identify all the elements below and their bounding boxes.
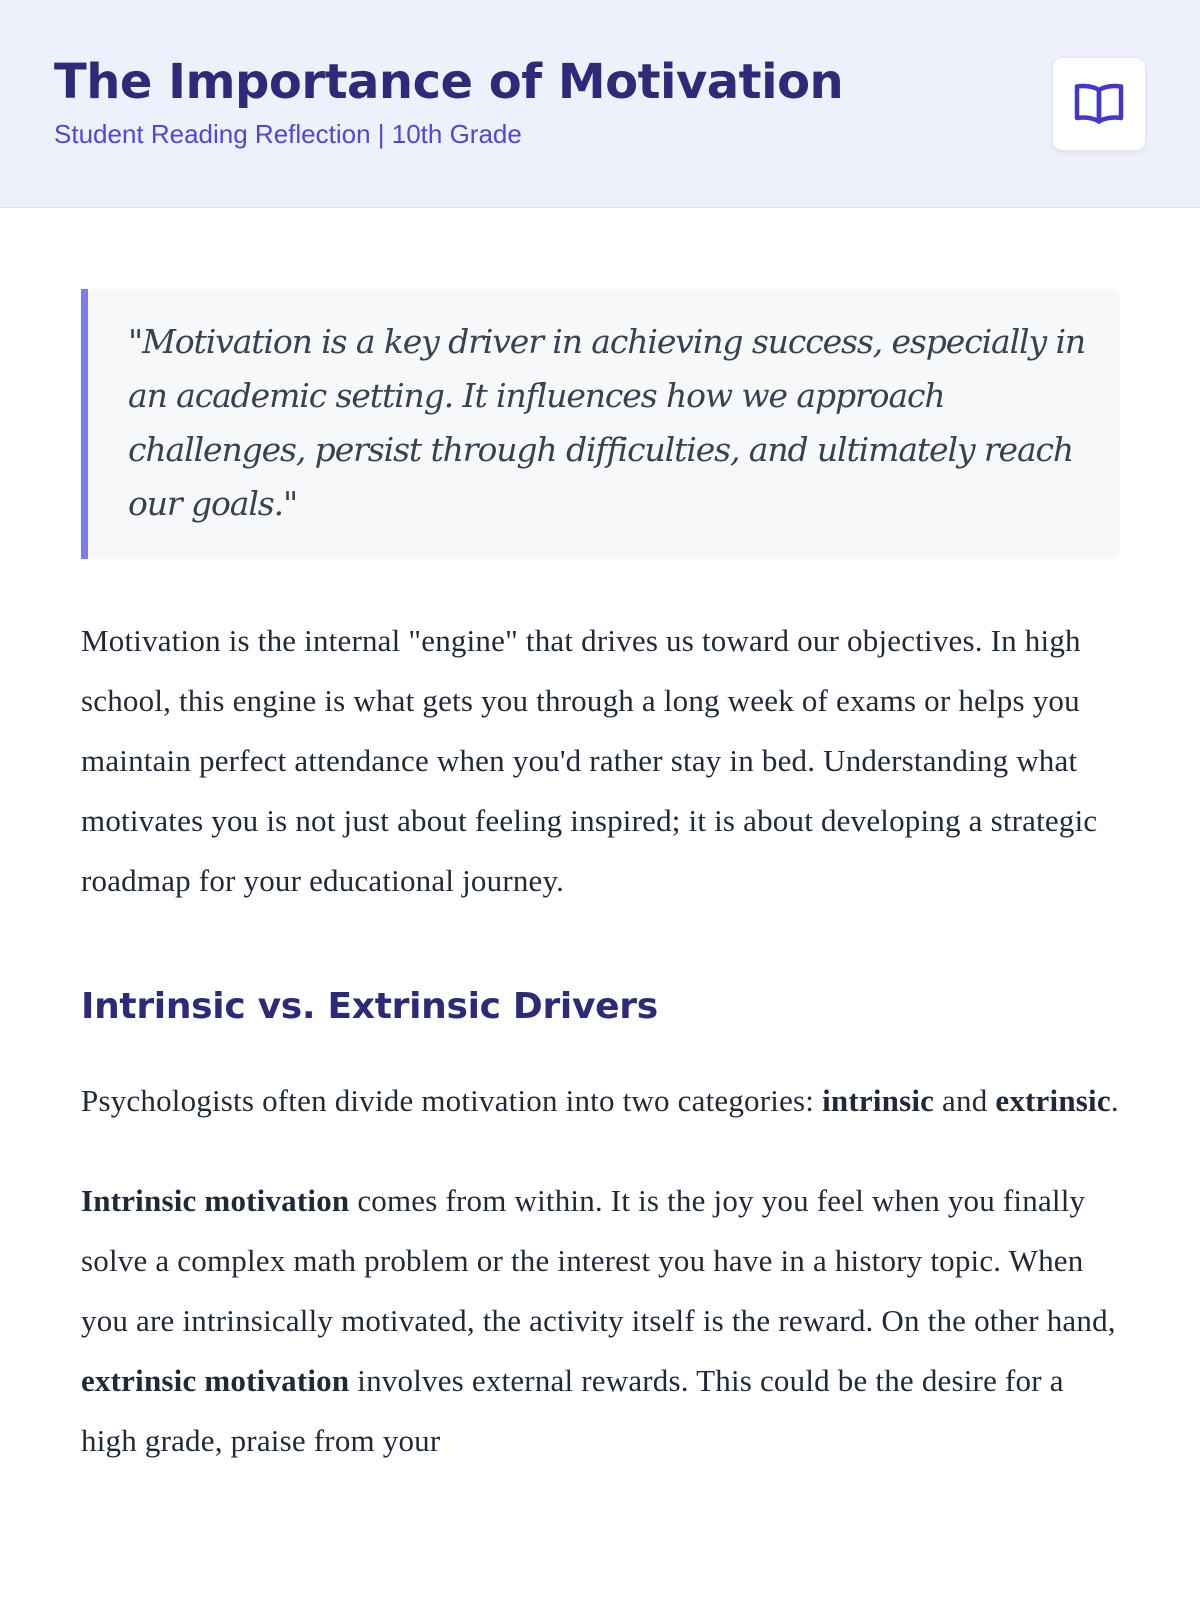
term-intrinsic-motivation: Intrinsic motivation: [81, 1183, 350, 1218]
intrinsic-paragraph: [81, 1171, 1121, 1471]
categories-text-and: and: [934, 1083, 996, 1118]
term-extrinsic: extrinsic: [995, 1083, 1111, 1118]
page-title: The Importance of Motivation: [54, 54, 844, 110]
article-content: [81, 289, 1121, 1471]
page-header: [0, 0, 1200, 208]
intrinsic-text-1: comes from within. It is the joy you feel when you finally solve a complex math problem or the interest you have in a history topic. When you are intrinsically motivated, the activity itself is the reward. On the other hand,: [81, 1183, 1116, 1338]
page-subtitle: Student Reading Reflection | 10th Grade: [54, 119, 522, 149]
term-extrinsic-motivation: extrinsic motivation: [81, 1363, 350, 1398]
book-open-icon: [1073, 82, 1125, 126]
intro-paragraph: Motivation is the internal "engine" that drives us toward our objectives. In high school, this engine is what gets you through a long week of exams or helps you maintain perfect attendance when you'd rather stay in bed. Understanding what motivates you is not just about feeling inspired; it is about developing a strategic roadmap for your educational journey.: [81, 623, 1098, 898]
book-button[interactable]: [1052, 57, 1146, 151]
intrinsic-text-2: involves external rewards. This could be the desire for a high grade, praise from your: [81, 1363, 1064, 1458]
term-intrinsic: intrinsic: [822, 1083, 935, 1118]
pull-quote: [81, 289, 1120, 559]
categories-text-end: .: [1110, 1083, 1119, 1118]
categories-paragraph: [81, 1071, 1121, 1131]
categories-text-before: Psychologists often divide motivation into two categories:: [81, 1083, 823, 1118]
section-heading: Intrinsic vs. Extrinsic Drivers: [81, 986, 658, 1027]
quote-text: "Motivation is a key driver in achieving success, especially in an academic setting. It influences how we approach challenges, persist through difficulties, and ultimately reach our goals.": [128, 322, 1086, 523]
